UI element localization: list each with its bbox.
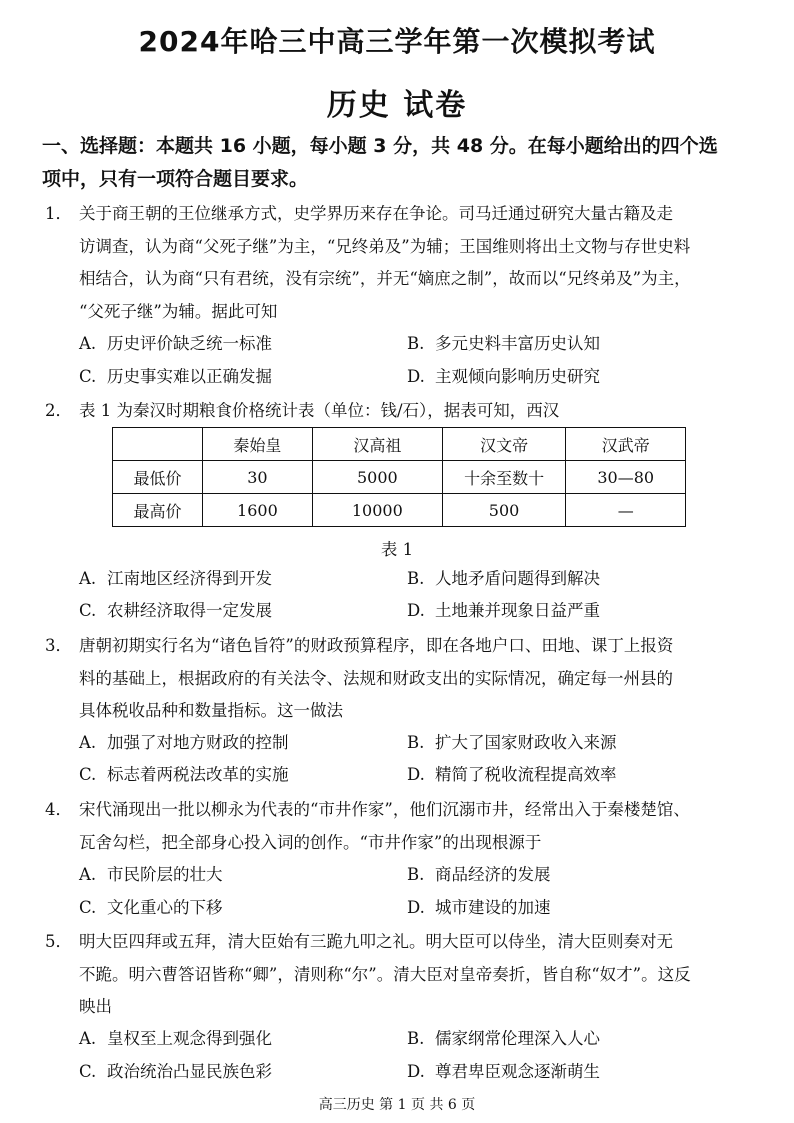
- question-number: 1．: [45, 204, 72, 223]
- question-5: [45, 926, 765, 1024]
- exam-subtitle: 历史 试卷: [326, 88, 468, 123]
- option-b[interactable]: B. 扩大了国家财政收入来源: [407, 733, 617, 752]
- question-stem-line: 瓦舍勾栏，把全部身心投入词的创作。“市井作家”的出现根源于: [79, 832, 542, 852]
- option-c[interactable]: C. 农耕经济取得一定发展: [79, 601, 272, 620]
- table-cell: 10000: [312, 494, 442, 527]
- table-cell: 30—80: [566, 461, 686, 494]
- option-a[interactable]: A. 江南地区经济得到开发: [79, 569, 272, 588]
- option-a[interactable]: A. 市民阶层的壮大: [79, 865, 223, 884]
- section-heading-line: 项中，只有一项符合题目要求。: [42, 168, 309, 190]
- question-3: [45, 630, 765, 728]
- option-b[interactable]: B. 儒家纲常伦理深入人心: [407, 1029, 600, 1048]
- question-stem-line: 4． 宋代涌现出一批以柳永为代表的“市井作家”，他们沉溺市井，经常出入于秦楼楚馆、: [45, 794, 765, 827]
- table-cell: 1600: [202, 494, 312, 527]
- exam-title: 2024年哈三中高三学年第一次模拟考试: [138, 25, 656, 58]
- question-stem-line: 料的基础上，根据政府的有关法令、法规和财政支出的实际情况，确定每一州县的: [79, 668, 673, 688]
- option-c[interactable]: C. 政治统治凸显民族色彩: [79, 1062, 272, 1081]
- option-d[interactable]: D. 城市建设的加速: [407, 898, 551, 917]
- question-2: [45, 395, 765, 428]
- question-stem-line: 具体税收品种和数量指标。这一做法: [79, 701, 343, 720]
- option-b[interactable]: B. 商品经济的发展: [407, 865, 551, 884]
- table-header-cell: [113, 428, 203, 461]
- question-stem-line: 1． 关于商王朝的王位继承方式，史学界历来存在争论。司马迁通过研究大量古籍及走: [45, 198, 765, 231]
- table-cell: 5000: [312, 461, 442, 494]
- question-stem-line: 不跪。明六曹答诏皆称“卿”，清则称“尔”。清大臣对皇帝奏折，皆自称“奴才”。这反: [79, 964, 691, 984]
- option-b[interactable]: B. 多元史料丰富历史认知: [407, 334, 600, 353]
- option-c[interactable]: C. 标志着两税法改革的实施: [79, 765, 289, 784]
- table-caption: 表 1: [380, 540, 414, 559]
- table-cell: —: [566, 494, 686, 527]
- option-b[interactable]: B. 人地矛盾问题得到解决: [407, 569, 600, 588]
- option-d[interactable]: D. 土地兼并现象日益严重: [407, 601, 600, 620]
- question-1: [45, 198, 765, 328]
- option-a[interactable]: A. 历史评价缺乏统一标准: [79, 334, 272, 353]
- option-c[interactable]: C. 文化重心的下移: [79, 898, 223, 917]
- option-c[interactable]: C. 历史事实难以正确发掘: [79, 367, 272, 386]
- question-4: [45, 794, 765, 859]
- option-d[interactable]: D. 主观倾向影响历史研究: [407, 367, 600, 386]
- question-number: 2．: [45, 401, 72, 420]
- question-number: 3．: [45, 636, 72, 655]
- option-d[interactable]: D. 精简了税收流程提高效率: [407, 765, 617, 784]
- table-row: [113, 461, 686, 494]
- section-heading-line: 一、选择题：本题共 16 小题，每小题 3 分，共 48 分。在每小题给出的四个选: [42, 135, 718, 157]
- section-heading: [42, 130, 762, 196]
- table-header-cell: 汉武帝: [566, 428, 686, 461]
- question-stem-line: “父死子继”为辅。据此可知: [79, 301, 278, 321]
- option-a[interactable]: A. 加强了对地方财政的控制: [79, 733, 289, 752]
- table-header-cell: 秦始皇: [202, 428, 312, 461]
- table-header-row: [113, 428, 686, 461]
- question-number: 5．: [45, 932, 72, 951]
- option-d[interactable]: D. 尊君卑臣观念逐渐萌生: [407, 1062, 600, 1081]
- page-footer: 高三历史 第 1 页 共 6 页: [318, 1097, 476, 1113]
- table-cell: 十余至数十: [442, 461, 566, 494]
- question-number: 4．: [45, 800, 72, 819]
- question-stem-line: 相结合，认为商“只有君统，没有宗统”，并无“嫡庶之制”，故而以“兄终弟及”为主，: [79, 269, 691, 288]
- option-a[interactable]: A. 皇权至上观念得到强化: [79, 1029, 272, 1048]
- table-header-cell: 汉文帝: [442, 428, 566, 461]
- table-cell: 500: [442, 494, 566, 527]
- question-stem-line: 访调查，认为商“父死子继”为主，“兄终弟及”为辅；王国维则将出土文物与存世史料: [79, 236, 691, 256]
- question-stem-line: 5． 明大臣四拜或五拜，清大臣始有三跪九叩之礼。明大臣可以侍坐，清大臣则奏对无: [45, 926, 765, 959]
- table-cell: 30: [202, 461, 312, 494]
- question-stem-line: 2． 表 1 为秦汉时期粮食价格统计表（单位：钱/石），据表可知，西汉: [45, 395, 765, 428]
- table-header-cell: 汉高祖: [312, 428, 442, 461]
- table-row: [113, 494, 686, 527]
- table-cell: 最低价: [113, 461, 203, 494]
- table-cell: 最高价: [113, 494, 203, 527]
- price-table: [112, 427, 686, 527]
- question-stem-line: 映出: [79, 997, 112, 1016]
- question-stem-line: 3． 唐朝初期实行名为“诸色旨符”的财政预算程序，即在各地户口、田地、课丁上报资: [45, 630, 765, 663]
